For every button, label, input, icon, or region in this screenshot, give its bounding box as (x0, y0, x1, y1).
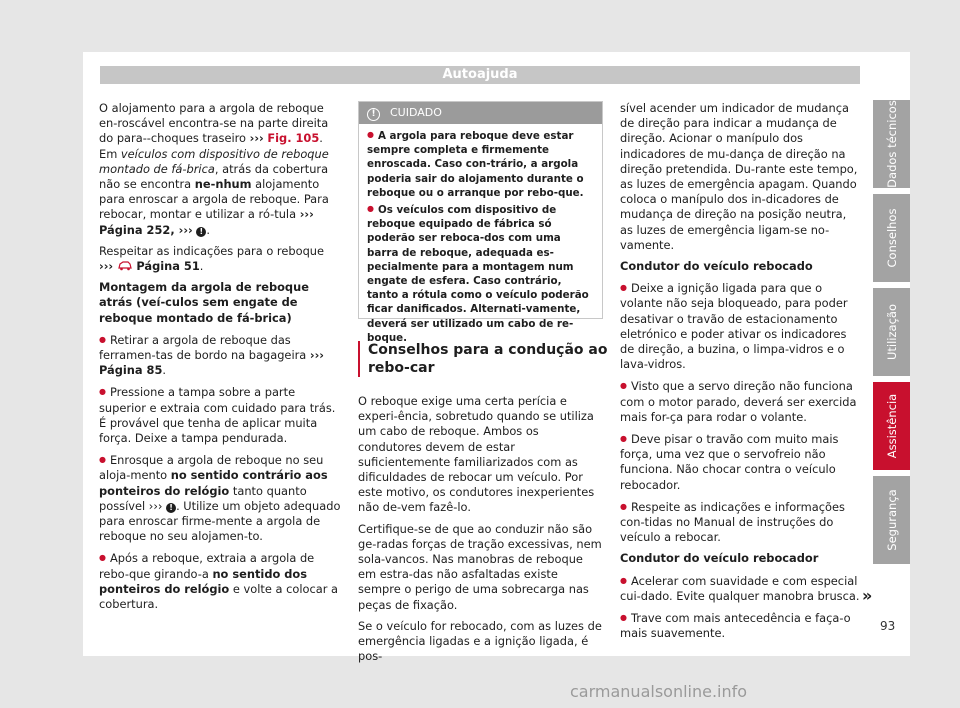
tab-conselhos[interactable]: Conselhos (873, 194, 910, 282)
tab-utilizacao[interactable]: Utilização (873, 288, 910, 376)
caution-ref-icon: ! (196, 227, 206, 237)
list-item: ● Trave com mais antecedência e faça-o mais suavemente. (620, 610, 862, 641)
watermark: carmanualsonline.info (570, 682, 748, 701)
caution-item: ● A argola para reboque deve estar sempre completa e firmemente enroscada. Caso con-trário, a argola poderia sair do alojamento durante o reboque ou o arranque por rebo-que. (367, 128, 594, 200)
list-item: ● Visto que a servo direção não funciona com o motor parado, deverá ser exercida mais for-ça para rodar o volante. (620, 378, 862, 425)
list-item: ● Pressione a tampa sobre a parte superior e extraia com cuidado para trás. É provável que tenha de aplicar muita força. Deixe a tampa pendurada. (99, 384, 343, 446)
paragraph: Certifique-se de que ao conduzir não são ge-radas forças de tração excessivas, nem sola-vancos. Nas manobras de reboque em estra-das não asfaltadas existe sempre o perigo de uma sobrecarga nas peças de fixação. (358, 521, 602, 612)
page-number: 93 (880, 619, 896, 633)
tab-assistencia[interactable]: Assistência (873, 382, 910, 470)
tab-seguranca[interactable]: Segurança (873, 476, 910, 564)
page-header: Autoajuda (100, 66, 860, 84)
chapter-tabs (873, 100, 910, 570)
column-right (620, 101, 862, 648)
paragraph: sível acender um indicador de mudança de direção para indicar a mudança de direção. Acionar o manípulo dos indicadores de mu-dança de direção na direção pretendida. Du-rante este tempo, as luzes de emergência apagam. Quando coloca o manípulo dos in-dicadores de mudança de direção na posição neutra, as luzes de emergência ligam-se no-vamente. (620, 101, 858, 252)
section-heading: Montagem da argola de reboque atrás (veí-culos sem engate de reboque montado de fá-brica) (99, 280, 309, 325)
subheading: Condutor do veículo rebocado (620, 259, 813, 274)
caution-item: ● Os veículos com dispositivo de reboque equipado de fábrica só poderão ser reboca-dos com uma barra de reboque, adequada es-pecialmente para a montagem num engate de esfera. Caso contrário, tanto a rótula como o veículo poderão ficar danificados. Alternati-vamente, deverá ser utilizado um cabo de re-boque. (367, 202, 594, 345)
caution-ref-icon: ! (166, 503, 176, 513)
figure-link[interactable]: Fig. 105 (267, 131, 320, 146)
page-link[interactable]: Página 51 (136, 259, 200, 274)
paragraph: O alojamento para a argola de reboque en-roscável encontra-se na parte direita do para--choques traseiro ››› Fig. 105. Em veículos com dispositivo de reboque montado de fá-brica, atrás da cobertura não se encontra ne-nhum alojamento para enroscar a argola de reboque. Para rebocar, montar e utilizar a ró-tula ››› Página 252, ››› ! . (99, 101, 329, 237)
paragraph: Respeitar as indicações para o reboque ››› Página 51. (99, 243, 325, 274)
tab-dados-tecnicos[interactable]: Dados técnicos (873, 100, 910, 188)
subheading: Condutor do veículo rebocador (620, 551, 819, 566)
paragraph: Se o veículo for rebocado, com as luzes de emergência ligadas e a ignição ligada, é pos- (358, 618, 602, 664)
caution-box (358, 101, 603, 344)
list-item: ● Deixe a ignição ligada para que o volante não seja bloqueado, para poder desativar o travão de estacionamento eletrónico e poder ativar os indicadores de direção, a buzina, o limpa-vidros e o lava-vidros. (620, 280, 862, 372)
column-left (99, 101, 343, 618)
caution-header: ! CUIDADO (359, 102, 602, 124)
list-item: ● Enrosque a argola de reboque no seu aloja-mento no sentido contrário aos ponteiros do relógio tanto quanto possível ››› ! . Utilize um objeto adequado para enroscar firme-mente a argola de reboque no seu alojamen-to. (99, 452, 343, 544)
paragraph: O reboque exige uma certa perícia e experi-ência, sobretudo quando se utiliza um cabo de reboque. Ambos os condutores devem de estar suficientemente familiarizados com as dificuldades de rebocar um veículo. Por este motivo, os condutores inexperientes não de-vem fazê-lo. (358, 394, 595, 515)
list-item: ● Retirar a argola de reboque das ferramen-tas de bordo na bagageira ››› Página 85. (99, 332, 343, 379)
list-item: ● Deve pisar o travão com muito mais força, uma vez que o servofreio não funciona. Não chocar contra o veículo rebocador. (620, 431, 862, 493)
car-warning-icon (117, 260, 133, 271)
list-item: ● Acelerar com suavidade e com especial cui-dado. Evite qualquer manobra brusca. (620, 573, 862, 604)
caution-body (359, 124, 602, 345)
page-link[interactable]: ››› Página 85 (99, 348, 324, 378)
list-item: ● Respeite as indicações e informações con-tidas no Manual de instruções do veículo a rebocar. (620, 499, 862, 546)
page-link[interactable]: ››› Página 252 (99, 207, 314, 237)
continue-arrow-icon: » (862, 586, 873, 605)
column-middle (358, 394, 602, 670)
section-title: Conselhos para a condução ao rebo-car (358, 341, 612, 377)
warning-icon: ! (367, 108, 380, 121)
list-item: ● Após a reboque, extraia a argola de rebo-que girando-a no sentido dos ponteiros do relógio e volte a colocar a cobertura. (99, 550, 343, 612)
